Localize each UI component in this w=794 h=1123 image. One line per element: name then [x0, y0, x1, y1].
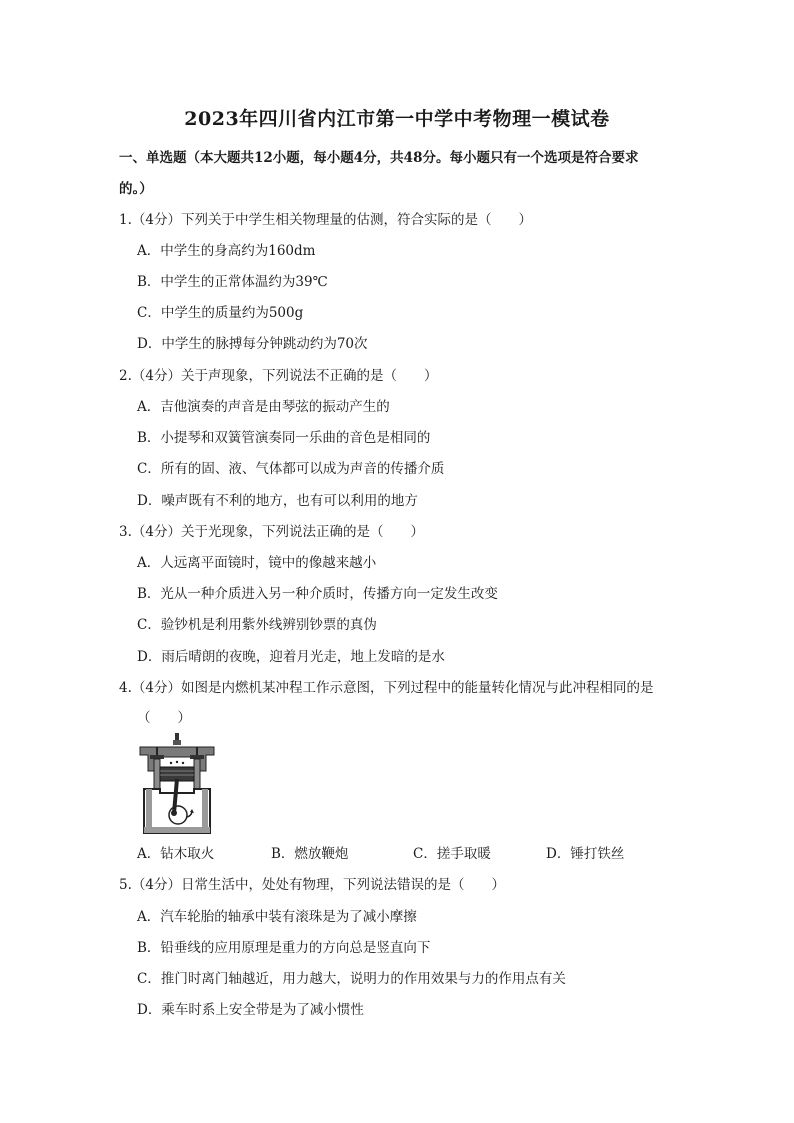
- question-1-option-b: B．中学生的正常体温约为39℃: [137, 274, 328, 290]
- question-5-stem: 5.（4分）日常生活中，处处有物理，下列说法错误的是（ ）: [119, 877, 505, 893]
- question-2-option-d: D．噪声既有不利的地方，也有可以利用的地方: [137, 493, 418, 509]
- piston: [160, 767, 194, 781]
- question-4-option-c: C．搓手取暖: [413, 846, 491, 862]
- question-3-option-d: D．雨后晴朗的夜晚，迎着月光走，地上发暗的是水: [137, 649, 445, 665]
- intake-valve: [150, 755, 164, 759]
- question-4-stem-cont: （ ）: [137, 710, 191, 726]
- question-1-option-d: D．中学生的脉搏每分钟跳动约为70次: [137, 336, 368, 352]
- spark-plug-body: [173, 740, 181, 745]
- question-4-option-b: B．燃放鞭炮: [271, 846, 349, 862]
- question-2-stem: 2.（4分）关于声现象，下列说法不正确的是（ ）: [119, 368, 438, 384]
- section-heading-line2: 的。）: [119, 181, 153, 197]
- question-4-option-d: D．锤打铁丝: [546, 846, 625, 862]
- question-5-option-c: C．推门时离门轴越近，用力越大，说明力的作用效果与力的作用点有关: [137, 971, 566, 987]
- question-3-option-b: B．光从一种介质进入另一种介质时，传播方向一定发生改变: [137, 586, 498, 602]
- question-1-option-a: A．中学生的身高约为160dm: [137, 243, 316, 259]
- section-heading-line1: 一、单选题（本大题共12小题，每小题4分，共48分。每小题只有一个选项是符合要求: [119, 150, 639, 166]
- question-1-stem: 1.（4分）下列关于中学生相关物理量的估测，符合实际的是（ ）: [119, 212, 532, 228]
- exhaust-valve: [190, 755, 204, 759]
- question-2-option-a: A．吉他演奏的声音是由琴弦的振动产生的: [137, 399, 390, 415]
- question-5-option-d: D．乘车时系上安全带是为了减小惯性: [137, 1002, 364, 1018]
- cylinder-wall-right: [194, 759, 200, 793]
- question-2-option-b: B．小提琴和双簧管演奏同一乐曲的音色是相同的: [137, 430, 431, 446]
- question-4-option-a: A．钻木取火: [137, 846, 215, 862]
- question-3-option-c: C．验钞机是利用紫外线辨别钞票的真伪: [137, 617, 377, 633]
- spark-plug-top: [175, 733, 179, 741]
- question-2-option-c: C．所有的固、液、气体都可以成为声音的传播介质: [137, 461, 445, 477]
- page-title: 2023年四川省内江市第一中学中考物理一模试卷: [184, 108, 610, 130]
- question-3-stem: 3.（4分）关于光现象，下列说法正确的是（ ）: [119, 524, 424, 540]
- question-1-option-c: C．中学生的质量约为500g: [137, 305, 304, 321]
- question-4-stem: 4.（4分）如图是内燃机某冲程工作示意图，下列过程中的能量转化情况与此冲程相同的是: [119, 680, 654, 696]
- engine-stroke-diagram: [136, 731, 218, 835]
- question-3-option-a: A．人远离平面镜时，镜中的像越来越小: [137, 555, 377, 571]
- question-5-option-a: A．汽车轮胎的轴承中装有滚珠是为了减小摩擦: [137, 909, 417, 925]
- question-5-option-b: B．铅垂线的应用原理是重力的方向总是竖直向下: [137, 940, 431, 956]
- cylinder-wall-left: [154, 759, 160, 793]
